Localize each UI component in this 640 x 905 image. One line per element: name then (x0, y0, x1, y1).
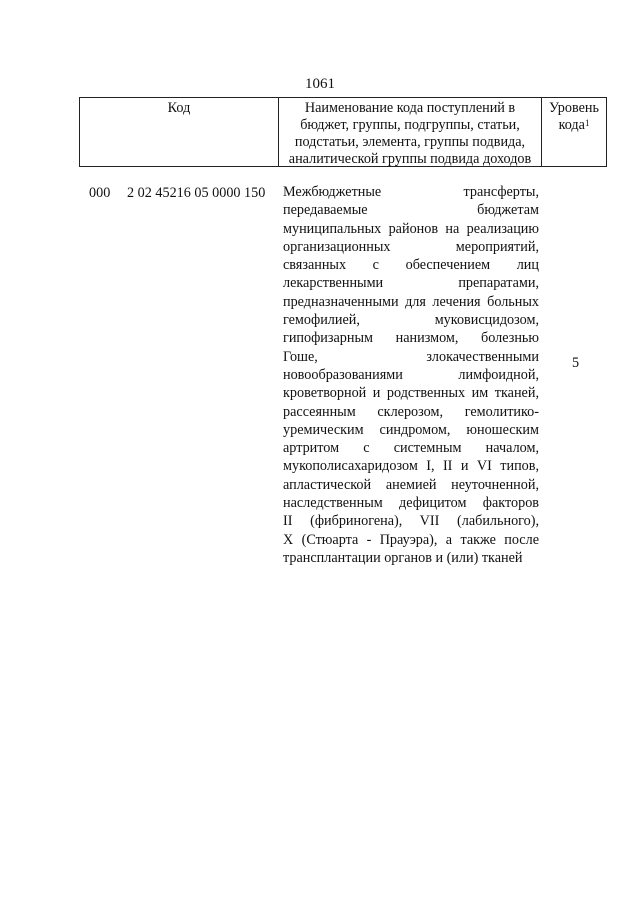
row-name-line: новообразованиями лимфоидной, (283, 366, 539, 383)
row-name-line: передаваемые бюджетам (283, 202, 539, 219)
row-name-line: организационных мероприятий, (283, 238, 539, 255)
row-name-line: предназначенными для лечения больных (283, 293, 539, 310)
page-number: 1061 (305, 76, 335, 92)
header-level (542, 98, 607, 166)
row-name-line: артритом с системным началом, (283, 440, 539, 457)
row-name-line: лекарственными препаратами, (283, 275, 539, 292)
header-name-line: аналитической группы подвида доходов (288, 151, 532, 167)
row-income-code: 2 02 45216 05 0000 150 (127, 185, 266, 201)
row-name-line: гипофизарным нанизмом, болезнью (283, 330, 539, 347)
table-header (79, 97, 607, 167)
row-name-line: Гоше, злокачественными (283, 348, 539, 365)
header-level-line1: Уровень (549, 100, 599, 116)
row-name-line: рассеянным склерозом, гемолитико- (283, 403, 539, 420)
row-name-line: Межбюджетные трансферты, (283, 184, 539, 200)
row-name (283, 183, 539, 567)
header-level-line2 (542, 117, 606, 134)
row-name-line: уремическим синдромом, юношеским (283, 421, 539, 438)
header-name (279, 98, 542, 166)
row-level: 5 (572, 355, 580, 371)
row-name-line: трансплантации органов и (или) тканей (283, 549, 523, 566)
row-name-line: II (фибриногена), VII (лабильного), (283, 513, 539, 530)
footnote-marker: 1 (584, 118, 590, 128)
header-code (79, 98, 279, 166)
row-name-line: кроветворной и родственных им тканей, (283, 385, 539, 402)
row-name-line: мукополисахаридозом I, II и VI типов, (283, 458, 539, 475)
row-name-line: X (Стюарта - Прауэра), а также после (283, 531, 539, 548)
header-name-line: Наименование кода поступлений в (304, 100, 516, 116)
row-admin-code: 000 (89, 185, 111, 201)
header-name-line: бюджет, группы, подгруппы, статьи, (300, 117, 520, 133)
row-name-line: гемофилией, муковисцидозом, (283, 312, 539, 329)
row-name-line: муниципальных районов на реализацию (283, 220, 539, 237)
header-level-label: кода (558, 117, 585, 133)
row-name-line: апластической анемией неуточненной, (283, 476, 539, 493)
row-name-line: наследственным дефицитом факторов (283, 495, 539, 512)
row-name-line: связанных с обеспечением лиц (283, 257, 539, 274)
header-name-line: подстатьи, элемента, группы подвида, (294, 134, 526, 150)
header-code-label: Код (167, 100, 191, 116)
